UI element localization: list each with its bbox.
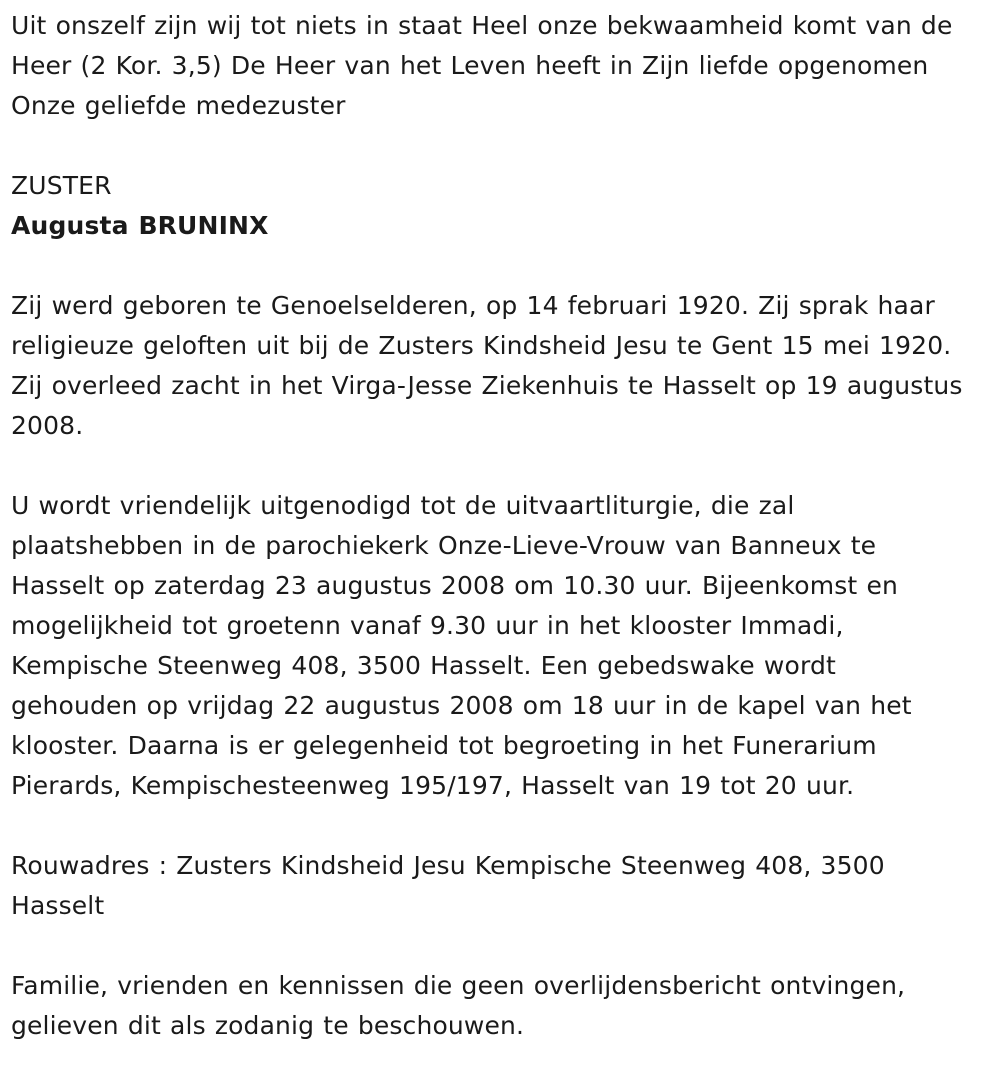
mourning-address-line: Hasselt — [11, 891, 105, 920]
funeral-line: U wordt vriendelijk uitgenodigd tot de uitvaartliturgie, die zal — [11, 491, 795, 520]
intro-line: Uit onszelf zijn wij tot niets in staat Heel onze bekwaamheid komt van de — [11, 11, 953, 40]
biography-line: Zij werd geboren te Genoelselderen, op 14 februari 1920. Zij sprak haar — [11, 291, 935, 320]
mourning-address-line: Rouwadres : Zusters Kindsheid Jesu Kempische Steenweg 408, 3500 — [11, 851, 885, 880]
intro-line: Heer (2 Kor. 3,5) De Heer van het Leven heeft in Zijn liefde opgenomen — [11, 51, 929, 80]
intro-paragraph — [11, 6, 992, 126]
funeral-line: klooster. Daarna is er gelegenheid tot begroeting in het Funerarium — [11, 731, 877, 760]
funeral-line: gehouden op vrijdag 22 augustus 2008 om 18 uur in de kapel van het — [11, 691, 912, 720]
intro-line: Onze geliefde medezuster — [11, 91, 346, 120]
biography-line: 2008. — [11, 411, 84, 440]
closing-line: gelieven dit als zodanig te beschouwen. — [11, 1011, 525, 1040]
title-label: ZUSTER — [11, 171, 112, 200]
funeral-line: plaatshebben in de parochiekerk Onze-Lieve-Vrouw van Banneux te — [11, 531, 877, 560]
biography-line: Zij overleed zacht in het Virga-Jesse Ziekenhuis te Hasselt op 19 augustus — [11, 371, 963, 400]
closing-line: Familie, vrienden en kennissen die geen overlijdensbericht ontvingen, — [11, 971, 906, 1000]
closing-paragraph — [11, 966, 992, 1046]
biography-paragraph — [11, 286, 992, 446]
funeral-line: Kempische Steenweg 408, 3500 Hasselt. Een gebedswake wordt — [11, 651, 836, 680]
deceased-name: Augusta BRUNINX — [11, 211, 269, 240]
funeral-line: Pierards, Kempischesteenweg 195/197, Hasselt van 19 tot 20 uur. — [11, 771, 855, 800]
mourning-address-paragraph — [11, 846, 992, 926]
funeral-line: mogelijkheid tot groetenn vanaf 9.30 uur in het klooster Immadi, — [11, 611, 844, 640]
funeral-line: Hasselt op zaterdag 23 augustus 2008 om 10.30 uur. Bijeenkomst en — [11, 571, 898, 600]
biography-line: religieuze geloften uit bij de Zusters Kindsheid Jesu te Gent 15 mei 1920. — [11, 331, 952, 360]
funeral-paragraph — [11, 486, 992, 806]
